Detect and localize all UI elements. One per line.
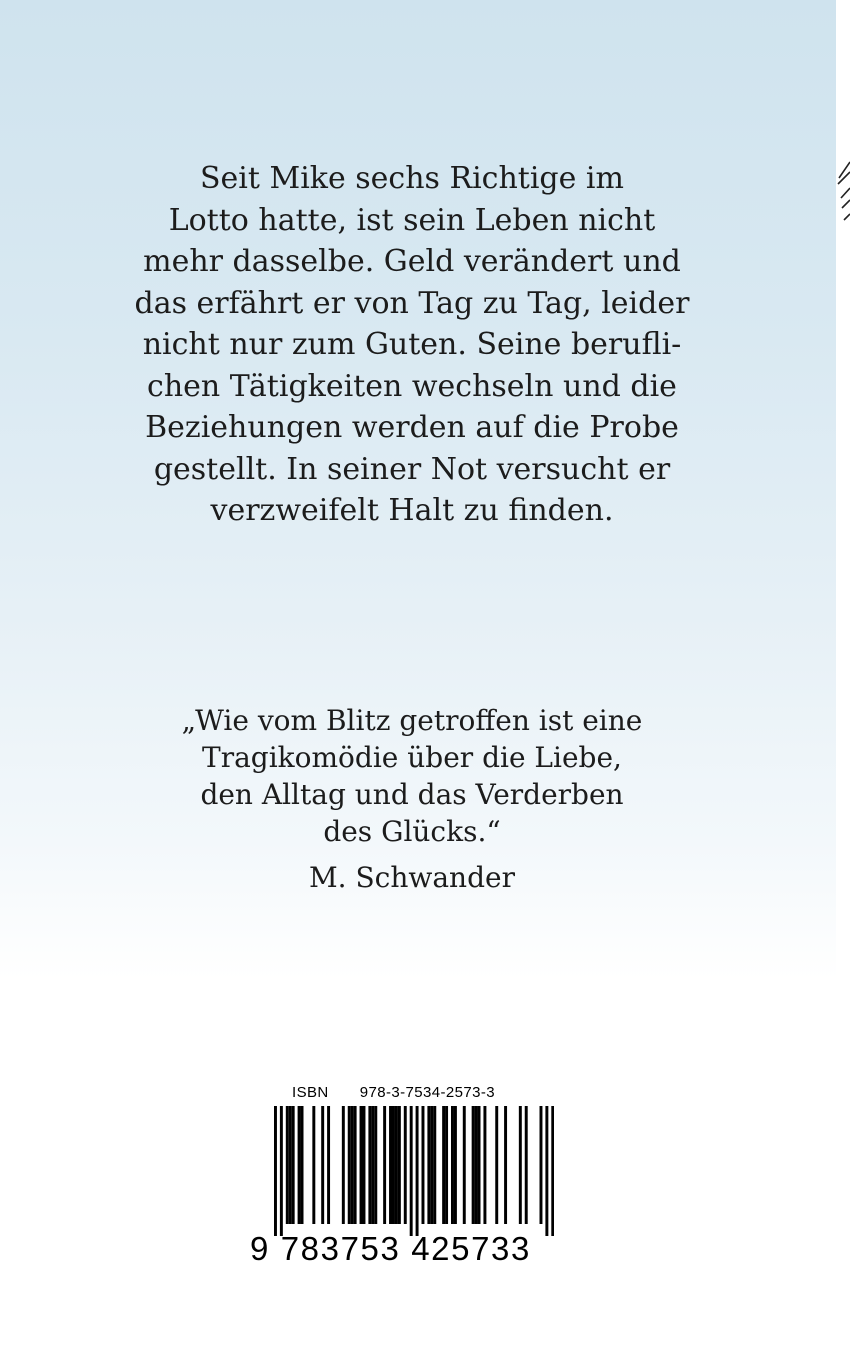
blurb-line: mehr dasselbe. Geld verändert und xyxy=(143,244,681,279)
barcode-bar xyxy=(368,1106,371,1224)
blurb-line: Seit Mike sechs Richtige im xyxy=(200,161,624,196)
barcode-bar xyxy=(442,1106,445,1224)
barcode-bar xyxy=(360,1106,363,1224)
barcode-bar xyxy=(404,1106,407,1224)
quote-line: den Alltag und das Verderben xyxy=(200,778,624,811)
blurb-line: Beziehungen werden auf die Probe xyxy=(145,410,679,445)
barcode-bar xyxy=(383,1106,386,1224)
quote-author: M. Schwander xyxy=(309,861,515,894)
barcode-bar xyxy=(410,1106,413,1236)
barcode-bar xyxy=(289,1106,292,1224)
isbn-number: 978-3-7534-2573-3 xyxy=(359,1084,496,1101)
barcode-bar xyxy=(292,1106,295,1224)
barcode-digits: 9 783753 425733 xyxy=(250,1230,531,1267)
isbn-barcode xyxy=(250,1082,554,1272)
barcode-bar xyxy=(475,1106,478,1224)
barcode-bar xyxy=(327,1106,330,1224)
barcode-bar xyxy=(478,1106,481,1224)
isbn-label: ISBN xyxy=(292,1084,329,1101)
blurb-line: nicht nur zum Guten. Seine berufli- xyxy=(142,327,682,362)
barcode-bar xyxy=(274,1106,277,1236)
blurb-line: das erfährt er von Tag zu Tag, leider xyxy=(134,285,690,321)
barcode-bar xyxy=(389,1106,392,1224)
barcode-bar xyxy=(551,1106,554,1236)
barcode-bar xyxy=(348,1106,351,1224)
blurb-line: gestellt. In seiner Not versucht er xyxy=(153,451,671,487)
barcode-bar xyxy=(342,1106,345,1224)
barcode-bar xyxy=(495,1106,498,1224)
quote-line: Tragikomödie über die Liebe, xyxy=(202,741,622,774)
barcode-bar xyxy=(280,1106,283,1236)
barcode-bar xyxy=(416,1106,419,1236)
barcode-bar xyxy=(298,1106,301,1224)
barcode-bar xyxy=(483,1106,486,1224)
barcode-bars xyxy=(250,1106,554,1236)
blurb-text xyxy=(80,158,744,532)
spine-graphic xyxy=(836,150,850,240)
barcode-bar xyxy=(422,1106,425,1224)
barcode-bar xyxy=(472,1106,475,1224)
barcode-bar xyxy=(427,1106,430,1224)
barcode-bar xyxy=(445,1106,448,1224)
quote-line: „Wie vom Blitz getroffen ist eine xyxy=(181,704,643,737)
quote-line: des Glücks.“ xyxy=(323,815,501,848)
barcode-bar xyxy=(430,1106,433,1224)
barcode-bar xyxy=(398,1106,401,1224)
blurb-line: chen Tätigkeiten wechseln und die xyxy=(147,368,677,404)
barcode-bar xyxy=(540,1106,543,1224)
blurb-line: Lotto hatte, ist sein Leben nicht xyxy=(168,202,656,238)
barcode-bar xyxy=(354,1106,357,1224)
isbn-header xyxy=(292,1084,532,1101)
barcode-bar xyxy=(286,1106,289,1224)
barcode-bar xyxy=(395,1106,398,1224)
barcode-bar xyxy=(301,1106,304,1224)
barcode-bar xyxy=(545,1106,548,1236)
review-quote xyxy=(100,702,724,850)
barcode-bar xyxy=(392,1106,395,1224)
blurb-line: verzweifelt Halt zu finden. xyxy=(210,493,614,528)
barcode-bar xyxy=(519,1106,522,1224)
barcode-bar xyxy=(374,1106,377,1224)
barcode-bar xyxy=(351,1106,354,1224)
barcode-bar xyxy=(451,1106,454,1224)
barcode-bar xyxy=(525,1106,528,1224)
barcode-bar xyxy=(312,1106,315,1224)
barcode-bar xyxy=(433,1106,436,1224)
barcode-bar xyxy=(463,1106,466,1224)
barcode-bar xyxy=(363,1106,366,1224)
barcode-bar xyxy=(454,1106,457,1224)
barcode-bar xyxy=(504,1106,507,1224)
barcode-bar xyxy=(371,1106,374,1224)
barcode-bar xyxy=(321,1106,324,1224)
